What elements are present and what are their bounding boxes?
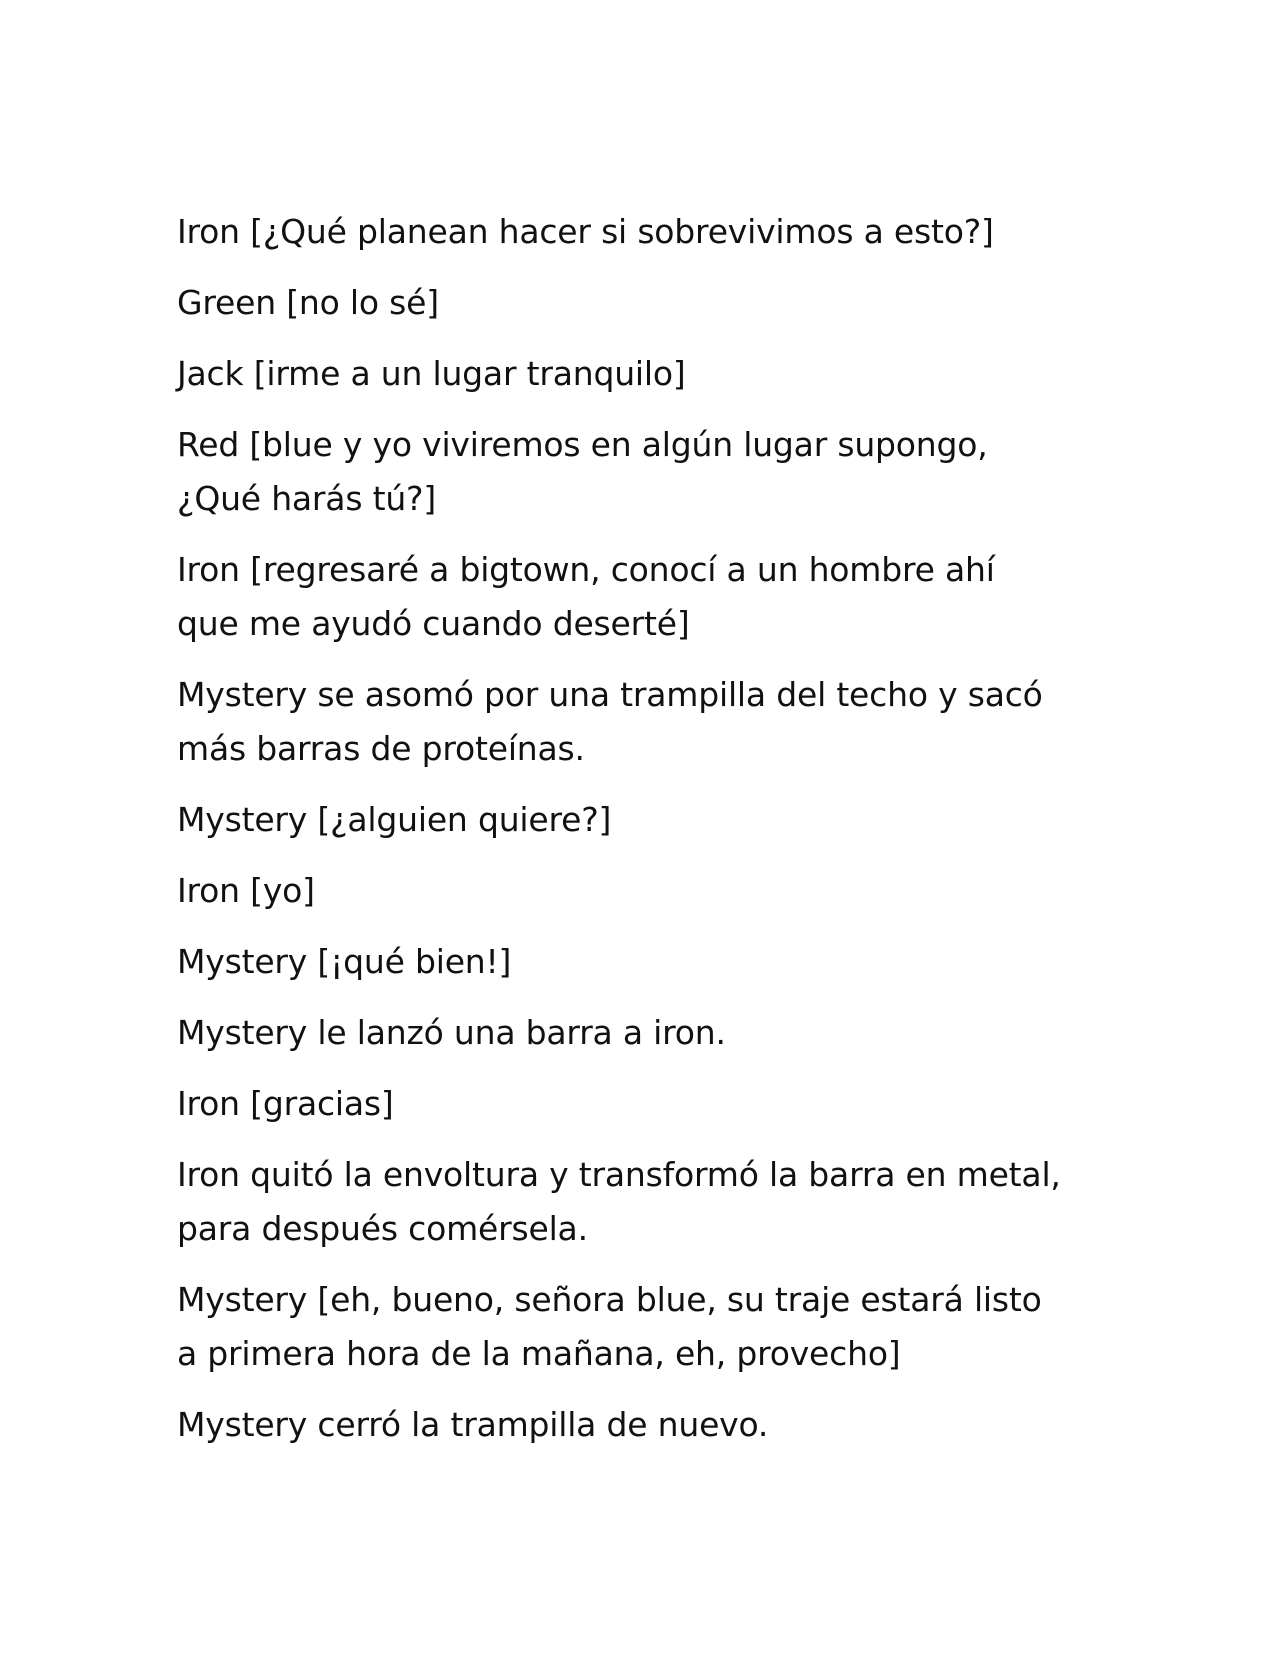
text-line: Red [blue y yo viviremos en algún lugar supongo,	[177, 425, 988, 464]
paragraph-9	[177, 935, 1117, 989]
text-line: Mystery cerró la trampilla de nuevo.	[177, 1405, 769, 1444]
text-line: Mystery se asomó por una trampilla del techo y sacó	[177, 675, 1043, 714]
text-line: Iron [yo]	[177, 871, 315, 910]
paragraph-5	[177, 543, 1117, 651]
paragraph-6	[177, 668, 1117, 776]
text-line: Mystery le lanzó una barra a iron.	[177, 1013, 726, 1052]
paragraph-1	[177, 205, 1117, 259]
paragraph-3	[177, 347, 1117, 401]
text-line: para después comérsela.	[177, 1209, 588, 1248]
text-line: Iron [regresaré a bigtown, conocí a un hombre ahí	[177, 550, 995, 589]
paragraph-11	[177, 1077, 1117, 1131]
text-line: que me ayudó cuando deserté]	[177, 604, 690, 643]
paragraph-10	[177, 1006, 1117, 1060]
text-line: más barras de proteínas.	[177, 729, 585, 768]
paragraph-2	[177, 276, 1117, 330]
text-line: Iron [¿Qué planean hacer si sobrevivimos a esto?]	[177, 212, 994, 251]
text-line: ¿Qué harás tú?]	[177, 479, 437, 518]
paragraph-4	[177, 418, 1117, 526]
paragraph-12	[177, 1148, 1117, 1256]
paragraph-13	[177, 1273, 1117, 1381]
text-line: Iron quitó la envoltura y transformó la barra en metal,	[177, 1155, 1061, 1194]
text-line: a primera hora de la mañana, eh, provecho]	[177, 1334, 901, 1373]
document-body	[177, 205, 1117, 1469]
paragraph-8	[177, 864, 1117, 918]
text-line: Jack [irme a un lugar tranquilo]	[177, 354, 686, 393]
text-line: Mystery [eh, bueno, señora blue, su traje estará listo	[177, 1280, 1042, 1319]
text-line: Mystery [¡qué bien!]	[177, 942, 512, 981]
text-line: Mystery [¿alguien quiere?]	[177, 800, 612, 839]
text-line: Green [no lo sé]	[177, 283, 439, 322]
paragraph-14	[177, 1398, 1117, 1452]
paragraph-7	[177, 793, 1117, 847]
text-line: Iron [gracias]	[177, 1084, 394, 1123]
